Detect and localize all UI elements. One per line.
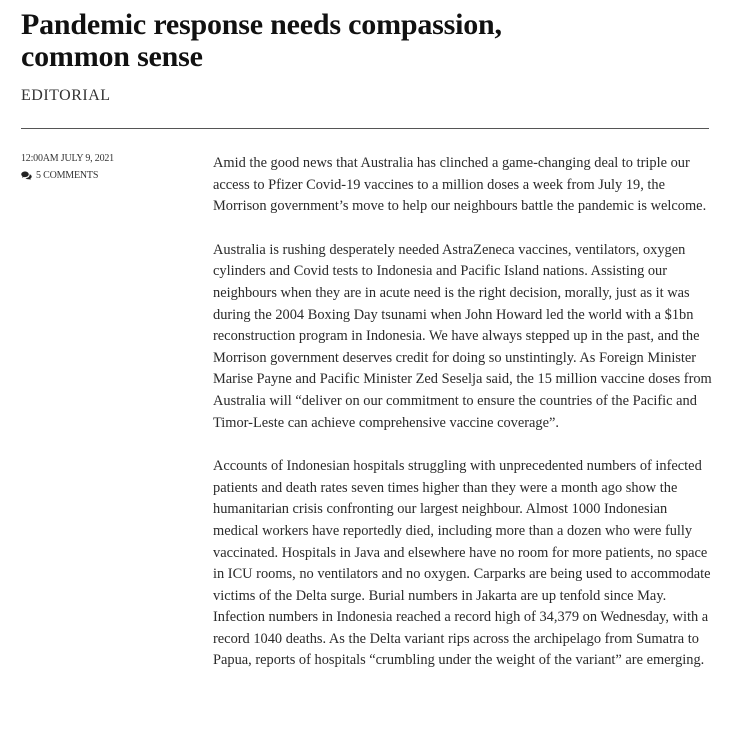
comments-icon: [21, 171, 32, 181]
publish-timestamp: 12:00AM JULY 9, 2021: [21, 153, 114, 164]
article-paragraph: Accounts of Indonesian hospitals struggling with unprecedented numbers of infected patients and death rates seven times higher than they were a month ago show the humanitarian crisis confronting our largest neighbour. Almost 1000 Indonesian medical workers have reportedly died, including more than a dozen who were fully vaccinated. Hospitals in Java and elsewhere have no room for more patients, no space in ICU rooms, no ventilators and no oxygen. Carparks are being used to accommodate victims of the Delta surge. Burial numbers in Jakarta are up tenfold since May. Infection numbers in Indonesia reached a record high of 34,379 on Wednesday, with a record 1040 deaths. As the Delta variant rips across the archipelago from Sumatra to Papua, reports of hospitals “crumbling under the weight of the variant” are emerging.: [213, 458, 711, 669]
headline: Pandemic response needs compassion, common sense: [21, 8, 502, 73]
article-page: [21, 0, 712, 669]
article-meta: [21, 153, 171, 182]
header-divider: [21, 128, 709, 129]
comments-link[interactable]: [21, 170, 171, 182]
section-kicker: EDITORIAL: [21, 87, 111, 104]
comments-count: 5 COMMENTS: [36, 170, 99, 181]
article-paragraph: Amid the good news that Australia has clinched a game-changing deal to triple our access to Pfizer Covid-19 vaccines to a million doses a week from July 19, the Morrison government’s move to help our neighbours battle the pandemic is welcome.: [213, 155, 707, 215]
article-body: [213, 153, 713, 694]
article-paragraph: Australia is rushing desperately needed AstraZeneca vaccines, ventilators, oxygen cylinders and Covid tests to Indonesia and Pacific Island nations. Assisting our neighbours when they are in acute need is the right decision, morally, just as it was during the 2004 Boxing Day tsunami when John Howard led the world with a $1bn reconstruction program in Indonesia. We have always stepped up in the past, and the Morrison government deserves credit for doing so unstintingly. As Foreign Minister Marise Payne and Pacific Minister Zed Seselja said, the 15 million vaccine doses from Australia will “deliver on our commitment to ensure the countries of the Pacific and Timor-Leste can achieve comprehensive vaccine coverage”.: [213, 241, 712, 431]
